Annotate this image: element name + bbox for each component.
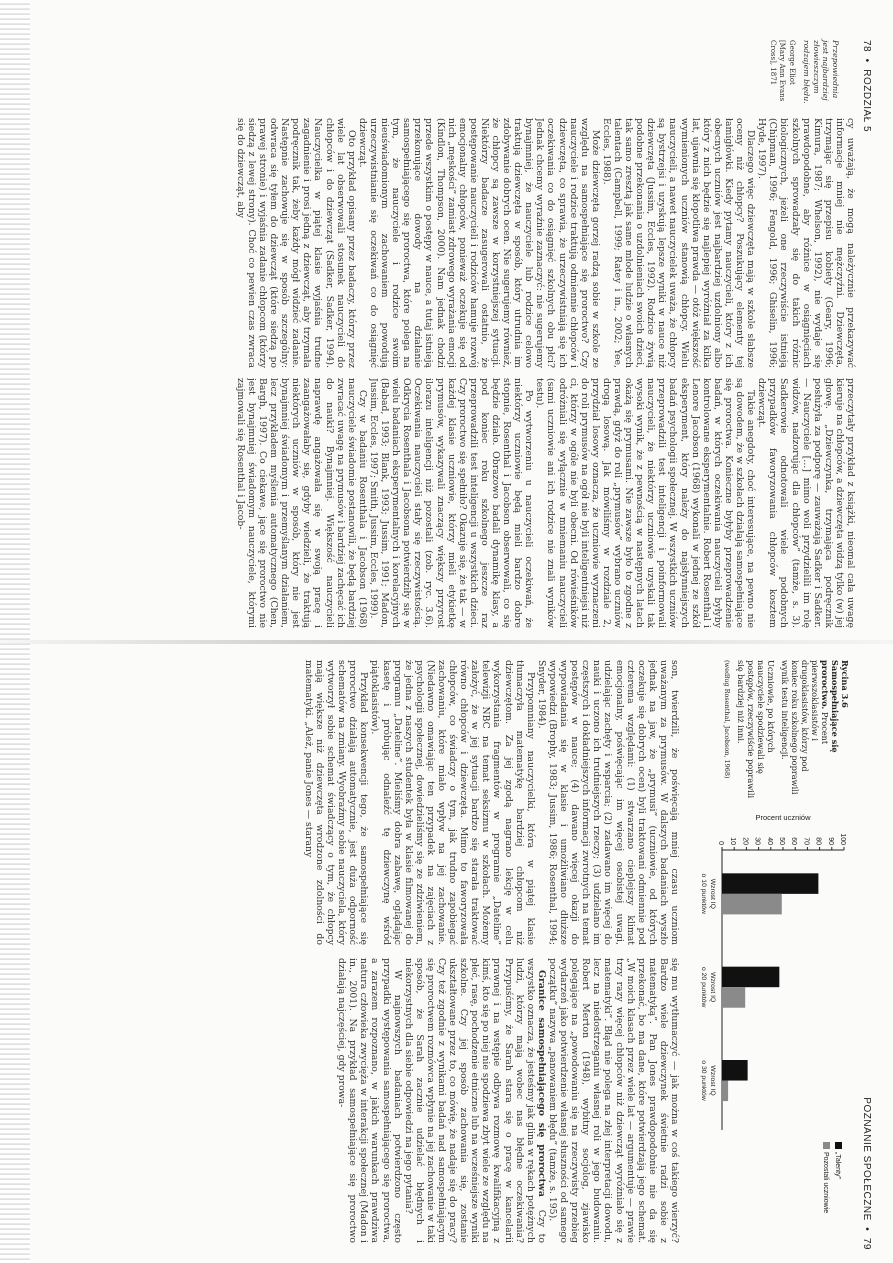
x-tick-label-sub: o 10 punktów bbox=[700, 873, 707, 915]
figure-source: (według Rosenthal, Jacobson, 1968) bbox=[723, 660, 731, 779]
paragraph: Takie anegdoty, choć interesujące, na pewno nie są dowodem, że w szkołach działają samospełniające się proroctwa. Konieczne byłyby przeprowadzenie badań, w których oczekiwania nauczycieli byłyby kontrolowane eksperymentalnie. Robert Rosenthal i Lenore Jacobson (1968) wykonali w jednej ze szkół eksperyment, który należy do najsłynniejszych badań psychologii społecznej. W wszystkich uczniów przeprowadzili test inteligencji i poinformowali nauczycieli, że niektórzy uczniowie uzyskali tak wysoki wynik, że z pewnością w następnych latach okażą się prymusami. Nie zawsze było to zgodne z prawdą, gdyż do roli „prymusów” wybrano uczniów drogą losową. Jak mówiliśmy w rozdziale 2, przydział losowy oznacza, że uczniowie wyznaczeni do roli prymusów na ogół nie byli inteligentniejsi niż ci, którzy w ogóle nie byli obecni. Od rówieśników odróżniali się wyłącznie w mniemaniu nauczycieli (sami uczniowie ani ich rodzice nie znali wyników testu). bbox=[534, 378, 757, 628]
paragraph: Czy w badaniu Rosenthala i Jacobson (1968) nauczyciele świadomie postanowili, że będą bardziej zwracać uwagę na prymusów i bardziej zachęcać ich do nauki? Bynajmniej. Większość nauczycieli naprawdę angażowała się w swoją pracę i zaangażowałaby się, gdyby wiedzieli, że traktują niektórych uczniów w sposób, który nie jest bynajmniej świadomym i przemyślanym działaniem, lecz przykładem myślenia automatycznego (Chen, Bargh, 1997). Co ciekawe, jące się proroctwo nie jest bynajmniej świadomym nauczyciele, którymi zajmowali się Rosenthal i Jacob- bbox=[234, 378, 368, 628]
figure-caption-title: Samospełniające się proroctwo. bbox=[820, 660, 840, 753]
y-tick-label: 0 bbox=[717, 841, 724, 845]
paragraph: Przykład konsekwencji tego, że samospełniające się proroctwo działają automatycznie, jest duża odporność schematów na zmiany. Wyobraźmy sobie nauczyciela, który wytworzył sobie schemat świadczący o tym, że chłopcy mają większe niż dziewczęta wrodzone zdolności do matematyki. „Ależ, panie Jones — starany bbox=[302, 660, 370, 945]
right-section-title: POZNANIE SPOŁECZNE bbox=[861, 1097, 872, 1221]
paragraph: Może dziewczęta gorzej radzą sobie w szkole ze względu na samospełniające się proroctwo? Czy nauczyciele i rodzice traktują odmiennie chłopców i dziewczęta, co sprawia, że urzeczywistniają się ich oczekiwania co do osiągnięć szkolnych obu płci? Jednak chcemy wyraźnie zaznaczyć: nie sugerujemy bynajmniej, że nauczyciele lub rodzice celowo traktują dziewczęta w sposób, który utrudnia im zdobywanie dobrych ocen. Nie sugerujemy również, że chłopcy są zawsze w korzystniejszej sytuacji. Niektórzy badacze zasugerowali ostatnio, że postępowanie nauczycieli i rodziców hamuje rozwój emocjonalny chłopców, ponieważ oczekuje się od nich „męskości” zamiast zdrowego wyrażania emocji (Kindlon, Thompson, 2000). Nam jednak chodzi przede wszystkim o postępy w nauce, a tutaj istnieją przekonujące dowody na działanie samospełniającego się proroctwa, które polega na tym, że nauczyciele i rodzice swoim nieuświadomionym zachowaniem powodują urzeczywistnianie się oczekiwań co do osiągnięć dziewcząt. bbox=[356, 118, 601, 368]
y-tick-label: 20 bbox=[741, 837, 749, 845]
bar-other-3 bbox=[722, 1081, 728, 1102]
margin-quote-attribution: George Eliot [Mary Ann Evans Cross], 1871 bbox=[769, 40, 796, 102]
left-page-number: 78 bbox=[861, 40, 872, 53]
paragraph: Po wytworzeniu u nauczycieli oczekiwań, że niektórzy uczniowie będą mieli bardzo dobre stopnie, Rosenthal i Jacobson obserwowali, co się będzie działo. Obrazowo badali dynamikę klasy, a pod koniec roku szkolnego jeszcze raz przeprowadzili test inteligencji u wszystkich dzieci. Czy proroctwo się spełniło? Okazuje się, że tak — w każdej klasie uczniowie, którzy mieli etykietkę prymusów, wykazywali znaczący większy przyrost ilorazu inteligencji niż pozostali (zob. ryc. 3.6). Oczekiwania nauczycieli stały się rzeczywistością. Odkrycia Rosenthala i Jacobsona potwierdziły się w wielu badaniach eksperymentalnych i korelacyjnych (Babad, 1993; Blank, 1993; Jussim, 1991; Madon, Jussim, Eccles, 1997; Smith, Jussim, Eccles, 1999). bbox=[367, 378, 535, 628]
bar-talent-1 bbox=[722, 873, 818, 894]
y-tick-label: 30 bbox=[753, 837, 761, 845]
paragraph: son, twierdzili, że poświęcają mniej czasu uczniom uważanym za prymusów. W dalszych badaniach wyszło jednak na jaw, że „prymusi” (uczniowie, od których oczekuje się dobrych ocen) byli traktowani odmiennie pod czterema względami: (1) stwarzano cieplejszy klimat emocjonalny, poświęcając im więcej osobistej uwagi, udzielając zachęty i wsparcia; (2) zadawano im więcej do nauki i uczono ich trudniejszych rzeczy; (3) udzielano im częstszych i dokładniejszych informacji zwrotnych na temat postępów w nauce; (4) dawano więcej okazji do wypowiadania się w klasie i umożliwiano dłuższe wypowiedzi (Brophy, 1983; Jussim, 1986; Rosenthal, 1994; Snyder, 1984). bbox=[535, 660, 680, 945]
margin-quote-text: Przepowiednia jest najbardziej złowieszczym rodzajem błędu. bbox=[802, 40, 840, 104]
y-tick-label: 100 bbox=[839, 833, 846, 845]
right-page-number: 79 bbox=[861, 1237, 872, 1250]
paragraph: cy uważają, że mogą należycznie przekazywać informacje mniej nie mężczyźni. Dziewczęta, trzymając się przepisu kobiety (Geary, 1996; Kimura, 1987; Whelson, 1992), nie wydaje się prawdopodobne, aby różnice w osiągnięciach szkolnych sprowadzały się do takich różnic biologicznych, jeżeli one rzeczywiście istnieją (Chipman, 1996; Fengold, 1996; Ghiselin, 1996; Hyde, 1997). bbox=[756, 118, 856, 368]
bar-talent-3 bbox=[722, 1060, 748, 1081]
paragraph: W najnowszych badaniach potwierdzono często przypadki występowania samospełniającego się proroctwa, a zarazem rozpoznano, w jakich warunkach prawdziwa natura człowieka zwycięża w interakcji społecznej (Madon i in., 2001). Na przykład samospełniające się proroctwo działają najczęściej, gdy prowa- bbox=[336, 958, 403, 1243]
y-axis-label: Procent uczniów bbox=[755, 813, 811, 822]
legend-label: „Talenty” bbox=[834, 1152, 841, 1179]
paragraph: Przypomniany nauczycielki, która w piątej klasie tłumaczyła matematykę bardziej chłopcom niż dziewczętom. Za jej zgodą nagrano lekcję w celu wykorzystania fragmentów w programie „Dateline” telewizji NBC na temat seksizmu w szkołach. Możemy założyć, że w jej sytuacji bardzo się starała traktować równo chłopców i dziewczęta. Mimo to faworyzowała chłopców, co świadczy o tym, jak trudno zapobiegać zachowaniu, które miało wpływ na jej zachowanie. (Niedawno omawiając ten przypadek na zajęciach z psychologii społecznej, dowiedzieliśmy się ze zdziwieniem, że jedna z naszych studentek była w klasie filmowanej do programu „Dateline”. Mieliśmy dobra zabawę, oglądając kasetę i próbując odnaleźć tę dziewczynę wśród piątoklasistów). bbox=[369, 660, 536, 945]
y-tick-label: 70 bbox=[802, 837, 810, 845]
left-page bbox=[40, 40, 880, 630]
paragraph bbox=[403, 958, 547, 1243]
y-tick-label: 80 bbox=[814, 837, 822, 845]
section-heading: Granice samospełniającego się proroctwa bbox=[535, 970, 547, 1197]
y-tick-label: 50 bbox=[778, 837, 785, 845]
y-tick-label: 40 bbox=[765, 837, 773, 845]
x-tick-label: Wzrost IQ bbox=[709, 1065, 716, 1096]
paragraph: Oto przykład opisany przez badaczy, którzy przez wiele lat obserwowali stosunek nauczycieli do chłopców i do dziewcząt (Sadker, Sadker, 1994). Nauczycielka w piątej klasie wyjaśnia trudne zagadnienie i prosi jedną z dziewcząt, aby trzymała podręcznik tak, żeby każdy mógł widzieć zadanie. Następnie zachowuje się w sposób szczególny: odwraca się tyłem do dziewcząt (które siedzą po prawej stronie) i wyjaśnia zadanie chłopcom (którzy siedzą z lewej strony). Choć co pewien czas zwraca się do dziewcząt, aby bbox=[234, 118, 357, 368]
bar-talent-2 bbox=[722, 967, 779, 988]
paragraph: przeczytały przykład z książki, nieomal cała uwagę kieruje na chłopców, a dziewczęta widzą tylko (w) jej głowę. „Dziewczynka, trzymająca podręcznik posłużyła za podporę — zauważają Sadker i Sadker. — Nauczyciele [...] mimo woli przydzielili im rolę widzów, nadzorując dla chłopców” (tamże, s. 3). Sadkerowie odnotowali wiele podobnych przypadków faworyzowania chłopców kosztem dziewcząt. bbox=[756, 378, 856, 628]
legend-label: Pozostali uczniowie bbox=[822, 1152, 829, 1214]
right-page-column-2 bbox=[50, 958, 680, 1243]
x-tick-label-sub: o 20 punktów bbox=[700, 966, 707, 1008]
x-tick-label: Wzrost IQ bbox=[709, 972, 716, 1003]
legend-swatch bbox=[835, 1142, 842, 1149]
left-chapter-title: ROZDZIAŁ 5 bbox=[861, 69, 872, 133]
x-tick-label-sub: o 30 punktów bbox=[700, 1060, 707, 1101]
left-page-column-2 bbox=[56, 378, 856, 628]
figure-label: Rycina 3.6 bbox=[840, 660, 850, 708]
binding-edge bbox=[0, 0, 30, 1263]
legend-swatch bbox=[823, 1142, 830, 1149]
section-body: Czy to wszystko oznacza, że jesteśmy jak glina w rękach potężnych ludzi, którzy mają wobec nas błędne oczekiwania? Przypuśćmy, że Sarah stara się o pracę w kancelarii prawnej i na wstępie odbywa rozmowę kwalifikacyjną z kimś, kto się po niej nie spodziewa zbyt wiele ze względu na płeć, rasę, pochodzenie etniczne lub na wcześniejsze wyniki szkolne. Czy jej sposób zachowania się, zostanie ukształtowane przez to, co mówię, że nadaje się do pracy? Czy też zgodnie z wynikami badań nad samospełniającym się proroctwem rozmówca wpłynie na jej zachowanie w taki sposób, że Sarah zacznie udzielać błędnych i niekorzystnych dla siebie odpowiedzi na jego pytania? bbox=[402, 958, 547, 1243]
right-page-header: POZNANIE SPOŁECZNE • 79 bbox=[861, 1097, 872, 1250]
left-page-header: 78 • ROZDZIAŁ 5 bbox=[861, 40, 872, 133]
figure-caption bbox=[722, 660, 850, 800]
y-tick-label: 90 bbox=[826, 837, 834, 845]
bar-other-2 bbox=[722, 987, 745, 1008]
right-page bbox=[40, 660, 880, 1250]
y-tick-label: 10 bbox=[729, 837, 737, 845]
x-tick-label: Wzrost IQ bbox=[709, 878, 716, 909]
bar-chart bbox=[692, 810, 852, 1240]
y-tick-label: 60 bbox=[790, 837, 798, 845]
left-page-column-1 bbox=[56, 118, 856, 368]
figure-caption-body: Procent pierwszoklasistów i drugoklasistów, którzy pod koniec roku szkolnego poprawili wynik testu inteligencji. bbox=[780, 660, 830, 795]
paragraph: się mu wytłumaczyć — jak można w coś takiego wierzyć? Bardzo wiele dziewczynek świetnie radzi sobie z matematyką”. Pan Jones prawdopodobnie nie da się przekonać, bo ma dane, które potwierdzają jego schemat. „W moich klasach przez wiele lat — argumentuje — prawie trzy razy więcej chłopców niż dziewcząt wyróżniało się z matematyki”. Błąd nie polega na złej interpretacji dowodu, lecz na niedostrzeganiu własnej roli w jego budowaniu. Robert Merton (1948), wybitny socjolog, zjawisko polegające na „powodowaniu się na rzeczywisty przebieg wydarzeń jako potwierdzenie własnej słuszności od samego początku” nazywa „panowaniem błędu” (tamże, s. 195). bbox=[546, 958, 680, 1243]
figure-caption-note: Uczniowie, po których nauczyciele spodziewali się postępów, rzeczywiście poprawili się bardziej niż inni. bbox=[736, 660, 776, 799]
bar-other-1 bbox=[722, 894, 782, 915]
book-gutter bbox=[0, 640, 893, 644]
right-page-column-1 bbox=[50, 660, 680, 945]
paragraph: Dlaczego więc dziewczęta mają w szkole słabsze oceny niż chłopcy? Poszukujący elementy tej łamigłówki. Kiedy pytamy nauczycieli, który z ich obecnych uczniów jest najbardziej uzdolniony albo który z nich będzie się najlepiej wyróżniał za kilka lat, ujawnia się kłopotliwa prawda — otóż większość wymienionych uczniów stanowią chłopcy. Wielu nauczycieli, a nawet nauczycielek uważa, że chłopcy są bystrzejsi i uzyskują lepsze wyniki w nauce niż dziewczęta (Jussim, Eccles, 1992). Rodzice żywią podobne przekonania o uzdolnieniach swoich dzieci, tak samo zresztą jak same młode ludzie o własnych talentach (Campbell, 1999; Ratey i in., 2002; Yee, Eccles, 1988). bbox=[600, 118, 757, 368]
margin-quote bbox=[768, 40, 841, 106]
